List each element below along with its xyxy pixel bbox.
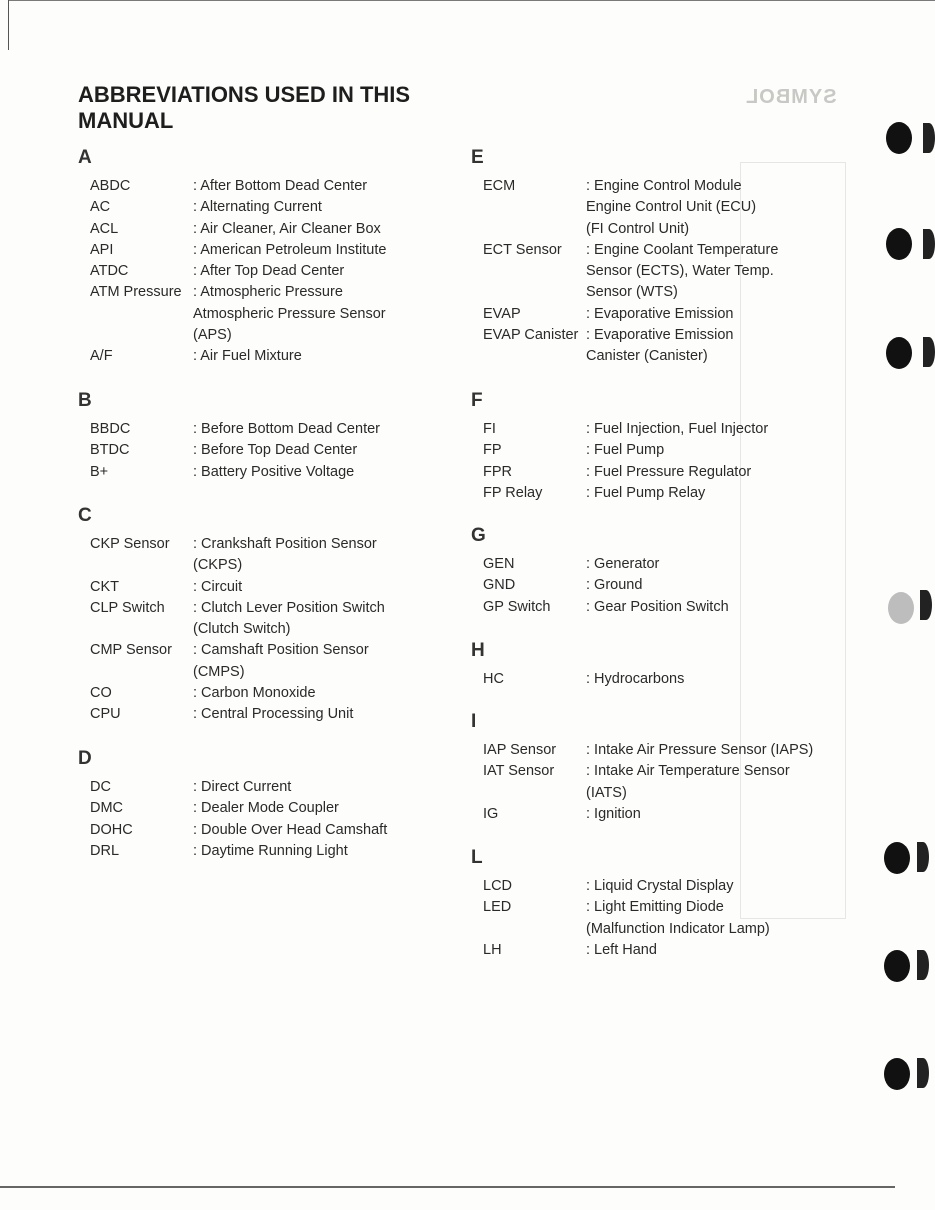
definition: : Liquid Crystal Display — [586, 878, 734, 894]
abbreviation: GEN — [483, 556, 515, 572]
definition: : Gear Position Switch — [586, 598, 729, 615]
abbreviation: HC — [483, 671, 504, 687]
section-letter: L — [471, 847, 483, 868]
definition: : Evaporative Emission — [586, 305, 734, 322]
binder-hole-icon — [923, 337, 935, 367]
definition: : Daytime Running Light — [193, 842, 348, 859]
definition: : Carbon Monoxide — [193, 685, 316, 702]
abbreviation: IAP Sensor — [483, 742, 557, 758]
abbreviation: ATM Pressure — [90, 284, 182, 301]
abbreviation: BTDC — [90, 442, 130, 459]
binder-hole-icon — [920, 590, 932, 620]
definition: : Fuel Pump Relay — [586, 484, 706, 501]
definition: : Air Cleaner, Air Cleaner Box — [193, 220, 381, 237]
abbreviation: EVAP Canister — [483, 327, 579, 344]
binder-hole-icon — [886, 228, 912, 260]
definition: : Circuit — [193, 578, 243, 595]
section-f — [471, 389, 871, 504]
abbreviation: ECM — [483, 178, 516, 194]
section-e — [471, 146, 871, 368]
abbreviation: LH — [483, 941, 502, 958]
abbreviation: ECT Sensor — [483, 241, 562, 258]
list-item — [471, 575, 871, 596]
abbreviation: IAT Sensor — [483, 763, 555, 780]
abbreviation: DRL — [90, 842, 120, 859]
definition: : After Bottom Dead Center — [193, 178, 368, 194]
section-letter: D — [78, 748, 92, 769]
section-l — [471, 846, 871, 961]
binder-hole-icon — [923, 229, 935, 259]
definition: : American Petroleum Institute — [193, 241, 387, 258]
abbreviation: B+ — [90, 463, 109, 480]
section-letter: H — [471, 640, 485, 661]
definition: : Atmospheric Pressure Atmospheric Pressure Sensor (APS) — [193, 284, 386, 344]
abbreviation: CKT — [90, 578, 119, 595]
list-item — [78, 197, 468, 218]
list-item — [471, 176, 871, 240]
binder-hole-icon — [886, 337, 912, 369]
definition: : Engine Coolant Temperature Sensor (ECTS), Water Temp. Sensor (WTS) — [586, 241, 779, 301]
abbreviation: GP Switch — [483, 598, 551, 615]
abbreviation: ACL — [90, 220, 119, 237]
definition: : Central Processing Unit — [193, 706, 354, 723]
binder-hole-icon — [917, 950, 929, 980]
bleed-through-heading: SYMBOL — [745, 86, 837, 108]
abbreviation: AC — [90, 199, 111, 216]
abbreviation: LED — [483, 899, 512, 916]
definition: : Intake Air Pressure Sensor (IAPS) — [586, 742, 814, 758]
abbreviation: DMC — [90, 800, 124, 817]
binder-hole-icon — [884, 1058, 910, 1090]
abbreviation: CMP Sensor — [90, 642, 172, 659]
section-letter: F — [471, 390, 483, 411]
definition: : After Top Dead Center — [193, 263, 345, 280]
section-i — [471, 710, 871, 825]
list-item — [471, 897, 871, 940]
list-item — [78, 704, 468, 725]
list-item — [78, 798, 468, 819]
list-item — [471, 462, 871, 483]
definition: : Alternating Current — [193, 199, 322, 216]
abbreviation: DOHC — [90, 821, 133, 838]
binder-hole-icon — [923, 123, 935, 153]
abbreviation: ATDC — [90, 263, 129, 280]
list-item — [78, 841, 468, 862]
definition: : Intake Air Temperature Sensor (IATS) — [586, 763, 790, 801]
abbreviation: EVAP — [483, 305, 521, 322]
page-edge-left — [8, 0, 9, 50]
section-letter: C — [78, 505, 92, 526]
abbreviation: API — [90, 241, 114, 258]
definition: : Hydrocarbons — [586, 671, 685, 687]
abbreviation: FPR — [483, 463, 512, 480]
definition: : Light Emitting Diode (Malfunction Indicator Lamp) — [586, 899, 770, 937]
abbreviation: CLP Switch — [90, 599, 165, 616]
list-item — [471, 304, 871, 325]
list-item — [78, 598, 468, 641]
section-c — [78, 504, 468, 726]
list-item — [78, 419, 468, 440]
section-b — [78, 389, 468, 483]
abbreviation: FP — [483, 442, 502, 459]
definition: : Ground — [586, 577, 643, 594]
definition: : Ignition — [586, 805, 641, 822]
definition: : Fuel Pressure Regulator — [586, 463, 752, 480]
abbreviation: GND — [483, 577, 516, 594]
list-item — [78, 240, 468, 261]
list-item — [471, 440, 871, 461]
abbreviation: CKP Sensor — [90, 536, 170, 552]
definition: : Crankshaft Position Sensor (CKPS) — [193, 536, 377, 574]
list-item — [471, 554, 871, 575]
abbreviation: CPU — [90, 706, 121, 723]
definition: : Generator — [586, 556, 660, 572]
list-item — [78, 462, 468, 483]
list-item — [78, 346, 468, 367]
list-item — [78, 440, 468, 461]
definition: : Before Bottom Dead Center — [193, 421, 380, 437]
page-title: ABBREVIATIONS USED IN THIS MANUAL — [78, 82, 411, 133]
abbreviation: IG — [483, 805, 499, 822]
list-item — [78, 176, 468, 197]
section-letter: B — [78, 390, 92, 411]
list-item — [78, 282, 468, 346]
list-item — [471, 940, 871, 961]
definition: : Left Hand — [586, 941, 657, 958]
list-item — [78, 640, 468, 683]
abbreviation: CO — [90, 685, 112, 702]
definition: : Clutch Lever Position Switch (Clutch Switch) — [193, 599, 385, 638]
definition: : Camshaft Position Sensor (CMPS) — [193, 642, 369, 680]
abbreviation: ABDC — [90, 178, 131, 194]
binder-hole-icon — [888, 592, 914, 624]
list-item — [471, 597, 871, 618]
definition: : Before Top Dead Center — [193, 442, 358, 459]
abbreviation: A/F — [90, 348, 113, 365]
definition: : Double Over Head Camshaft — [193, 821, 388, 838]
section-g — [471, 524, 871, 618]
list-item — [471, 325, 871, 368]
list-item — [471, 483, 871, 504]
section-letter: A — [78, 147, 92, 168]
definition: : Engine Control Module Engine Control Unit (ECU) (FI Control Unit) — [586, 178, 757, 237]
list-item — [471, 876, 871, 897]
list-item — [471, 740, 871, 761]
list-item — [78, 820, 468, 841]
list-item — [471, 419, 871, 440]
binder-hole-icon — [917, 842, 929, 872]
binder-hole-icon — [884, 950, 910, 982]
list-item — [471, 240, 871, 304]
definition: : Air Fuel Mixture — [193, 348, 302, 365]
list-item — [78, 683, 468, 704]
page-edge-bottom — [0, 1186, 895, 1188]
abbreviation: FP Relay — [483, 484, 543, 501]
abbreviation: FI — [483, 421, 496, 437]
definition: : Fuel Injection, Fuel Injector — [586, 421, 769, 437]
list-item — [471, 761, 871, 804]
abbreviation: DC — [90, 779, 111, 795]
binder-hole-icon — [886, 122, 912, 154]
definition: : Dealer Mode Coupler — [193, 800, 339, 817]
definition: : Battery Positive Voltage — [193, 463, 355, 480]
section-a — [78, 146, 468, 368]
section-d — [78, 747, 468, 862]
binder-hole-icon — [884, 842, 910, 874]
list-item — [78, 219, 468, 240]
binder-hole-icon — [917, 1058, 929, 1088]
abbreviation: LCD — [483, 878, 513, 894]
page-edge-top — [8, 0, 935, 1]
section-letter: I — [471, 711, 477, 732]
definition: : Direct Current — [193, 779, 292, 795]
section-h — [471, 639, 871, 690]
list-item — [471, 804, 871, 825]
section-letter: E — [471, 147, 484, 168]
section-letter: G — [471, 525, 486, 546]
list-item — [78, 534, 468, 577]
definition: : Evaporative Emission Canister (Canister) — [586, 327, 734, 365]
list-item — [471, 669, 871, 690]
list-item — [78, 777, 468, 798]
abbreviation: BBDC — [90, 421, 131, 437]
list-item — [78, 261, 468, 282]
definition: : Fuel Pump — [586, 442, 665, 459]
list-item — [78, 577, 468, 598]
